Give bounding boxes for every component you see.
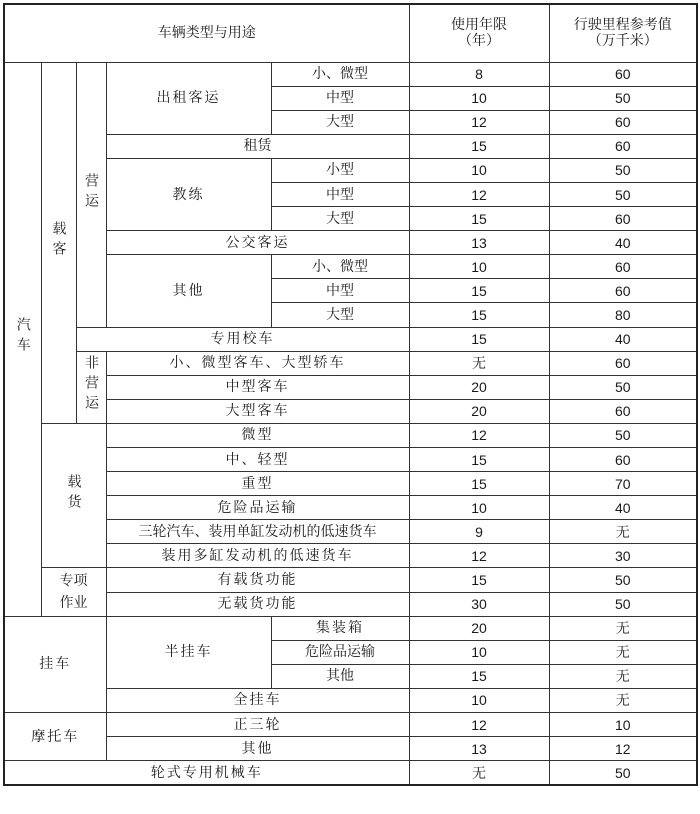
- row-mileage: 10: [549, 713, 697, 737]
- group-commercial-label: 营运: [83, 172, 99, 213]
- row-label: 有载货功能: [106, 568, 409, 592]
- row-label: 其他: [106, 737, 409, 761]
- table-row: [4, 616, 697, 640]
- row-mileage: 60: [549, 62, 697, 86]
- row-years: 12: [409, 182, 549, 206]
- row-years: 8: [409, 62, 549, 86]
- table-row: [4, 423, 697, 447]
- table-row: [4, 158, 697, 182]
- group-passenger-label: 载客: [50, 220, 67, 261]
- table-row: [4, 737, 697, 761]
- row-years: 15: [409, 664, 549, 688]
- row-label: 中型客车: [106, 375, 409, 399]
- row-label: 小型: [271, 158, 409, 182]
- row-mileage: 50: [549, 182, 697, 206]
- row-years: 无: [409, 351, 549, 375]
- header-vehicle-type: [4, 4, 409, 62]
- row-label: 危险品运输: [271, 640, 409, 664]
- group-semi-trailer-label: 半挂车: [164, 644, 213, 661]
- row-years: 12: [409, 110, 549, 134]
- group-semi-trailer: [106, 616, 271, 688]
- row-years: 15: [409, 568, 549, 592]
- row-label: 小、微型: [271, 255, 409, 279]
- table-row: [4, 375, 697, 399]
- row-mileage: 无: [549, 688, 697, 712]
- row-years: 15: [409, 134, 549, 158]
- group-commercial: [76, 62, 106, 327]
- table-row: [4, 688, 697, 712]
- header-years-unit: （年）: [458, 33, 501, 50]
- row-label: 中型: [271, 182, 409, 206]
- row-label: 微型: [106, 423, 409, 447]
- row-years: 10: [409, 86, 549, 110]
- row-label: 大型客车: [106, 399, 409, 423]
- row-years: 30: [409, 592, 549, 616]
- row-label: 无载货功能: [106, 592, 409, 616]
- row-years: 13: [409, 737, 549, 761]
- row-mileage: 50: [549, 86, 697, 110]
- row-label: 装用多缸发动机的低速货车: [106, 544, 409, 568]
- row-label: 中型: [271, 86, 409, 110]
- row-label: 租赁: [106, 134, 409, 158]
- group-passenger: [41, 62, 76, 423]
- row-mileage: 50: [549, 423, 697, 447]
- table-row: [4, 327, 697, 351]
- row-label: 危险品运输: [106, 496, 409, 520]
- row-mileage: 50: [549, 158, 697, 182]
- group-coach-label: 教练: [172, 186, 205, 203]
- row-mileage: 60: [549, 279, 697, 303]
- row-mileage: 50: [549, 375, 697, 399]
- group-noncommercial-label: 非营运: [83, 355, 99, 416]
- row-mileage: 12: [549, 737, 697, 761]
- table-row: [4, 134, 697, 158]
- table-row: [4, 592, 697, 616]
- row-mileage: 50: [549, 592, 697, 616]
- row-years: 20: [409, 616, 549, 640]
- row-mileage: 60: [549, 351, 697, 375]
- row-mileage: 无: [549, 640, 697, 664]
- table-row: [4, 351, 697, 375]
- row-years: 20: [409, 375, 549, 399]
- row-mileage: 60: [549, 134, 697, 158]
- row-label: 重型: [106, 472, 409, 496]
- row-years: 15: [409, 327, 549, 351]
- row-years: 20: [409, 399, 549, 423]
- row-years: 15: [409, 207, 549, 231]
- table-row: [4, 568, 697, 592]
- row-mileage: 40: [549, 327, 697, 351]
- table-row: [4, 761, 697, 785]
- group-motorcycle-label: 摩托车: [31, 728, 80, 745]
- row-label: 大型: [271, 207, 409, 231]
- group-special-label-1: 专项: [59, 573, 88, 590]
- header-mileage-label: 行驶里程参考值: [573, 17, 672, 34]
- row-label: 集装箱: [271, 616, 409, 640]
- group-taxi: [106, 62, 271, 134]
- row-years: 15: [409, 472, 549, 496]
- header-years-label: 使用年限: [451, 17, 508, 34]
- row-years: 12: [409, 713, 549, 737]
- row-mileage: 60: [549, 255, 697, 279]
- table-row: [4, 472, 697, 496]
- group-noncommercial: [76, 351, 106, 423]
- table-row: [4, 544, 697, 568]
- table-row: [4, 255, 697, 279]
- row-years: 12: [409, 423, 549, 447]
- table-row: [4, 713, 697, 737]
- row-label: 中、轻型: [106, 448, 409, 472]
- group-trailer-label: 挂车: [39, 656, 72, 673]
- row-mileage: 30: [549, 544, 697, 568]
- row-years: 10: [409, 158, 549, 182]
- group-special-label-2: 作业: [59, 595, 88, 612]
- row-label: 专用校车: [76, 327, 409, 351]
- row-label: 正三轮: [106, 713, 409, 737]
- row-mileage: 无: [549, 616, 697, 640]
- row-years: 13: [409, 231, 549, 255]
- group-cargo: [41, 423, 106, 568]
- row-years: 10: [409, 688, 549, 712]
- row-mileage: 60: [549, 448, 697, 472]
- group-car-label: 汽车: [14, 317, 31, 358]
- group-trailer: [4, 616, 106, 712]
- row-label: 全挂车: [106, 688, 409, 712]
- header-row: [4, 4, 697, 62]
- row-years: 15: [409, 279, 549, 303]
- row-label: 小、微型: [271, 62, 409, 86]
- group-coach: [106, 158, 271, 230]
- group-special: [41, 568, 106, 616]
- group-cargo-label: 载货: [65, 473, 82, 514]
- row-mileage: 无: [549, 664, 697, 688]
- row-label: 中型: [271, 279, 409, 303]
- row-years: 15: [409, 448, 549, 472]
- row-label: 大型: [271, 110, 409, 134]
- row-label: 公交客运: [106, 231, 409, 255]
- table-row: [4, 62, 697, 86]
- row-label: 三轮汽车、装用单缸发动机的低速货车: [106, 520, 409, 544]
- table-row: [4, 520, 697, 544]
- row-label: 其他: [271, 664, 409, 688]
- row-years: 无: [409, 761, 549, 785]
- table-row: [4, 231, 697, 255]
- row-years: 10: [409, 640, 549, 664]
- row-years: 10: [409, 255, 549, 279]
- row-mileage: 50: [549, 568, 697, 592]
- group-taxi-label: 出租客运: [156, 90, 221, 107]
- row-label: 大型: [271, 303, 409, 327]
- row-mileage: 50: [549, 761, 697, 785]
- row-mileage: 80: [549, 303, 697, 327]
- group-other: [106, 255, 271, 327]
- vehicle-scrap-table: [3, 3, 698, 786]
- row-mileage: 60: [549, 207, 697, 231]
- header-mileage-unit: （万千米）: [587, 33, 658, 50]
- row-mileage: 40: [549, 231, 697, 255]
- row-mileage: 60: [549, 399, 697, 423]
- row-label: 轮式专用机械车: [4, 761, 409, 785]
- row-mileage: 40: [549, 496, 697, 520]
- row-years: 10: [409, 496, 549, 520]
- row-years: 15: [409, 303, 549, 327]
- table-row: [4, 399, 697, 423]
- group-other-label: 其他: [172, 282, 205, 299]
- group-motorcycle: [4, 713, 106, 761]
- header-years: [409, 4, 549, 62]
- header-mileage: [549, 4, 697, 62]
- group-car: [4, 62, 41, 616]
- row-mileage: 无: [549, 520, 697, 544]
- row-years: 9: [409, 520, 549, 544]
- row-label: 小、微型客车、大型轿车: [106, 351, 409, 375]
- row-mileage: 70: [549, 472, 697, 496]
- table-row: [4, 496, 697, 520]
- row-years: 12: [409, 544, 549, 568]
- row-mileage: 60: [549, 110, 697, 134]
- header-vehicle-type-label: 车辆类型与用途: [157, 25, 256, 42]
- table-row: [4, 448, 697, 472]
